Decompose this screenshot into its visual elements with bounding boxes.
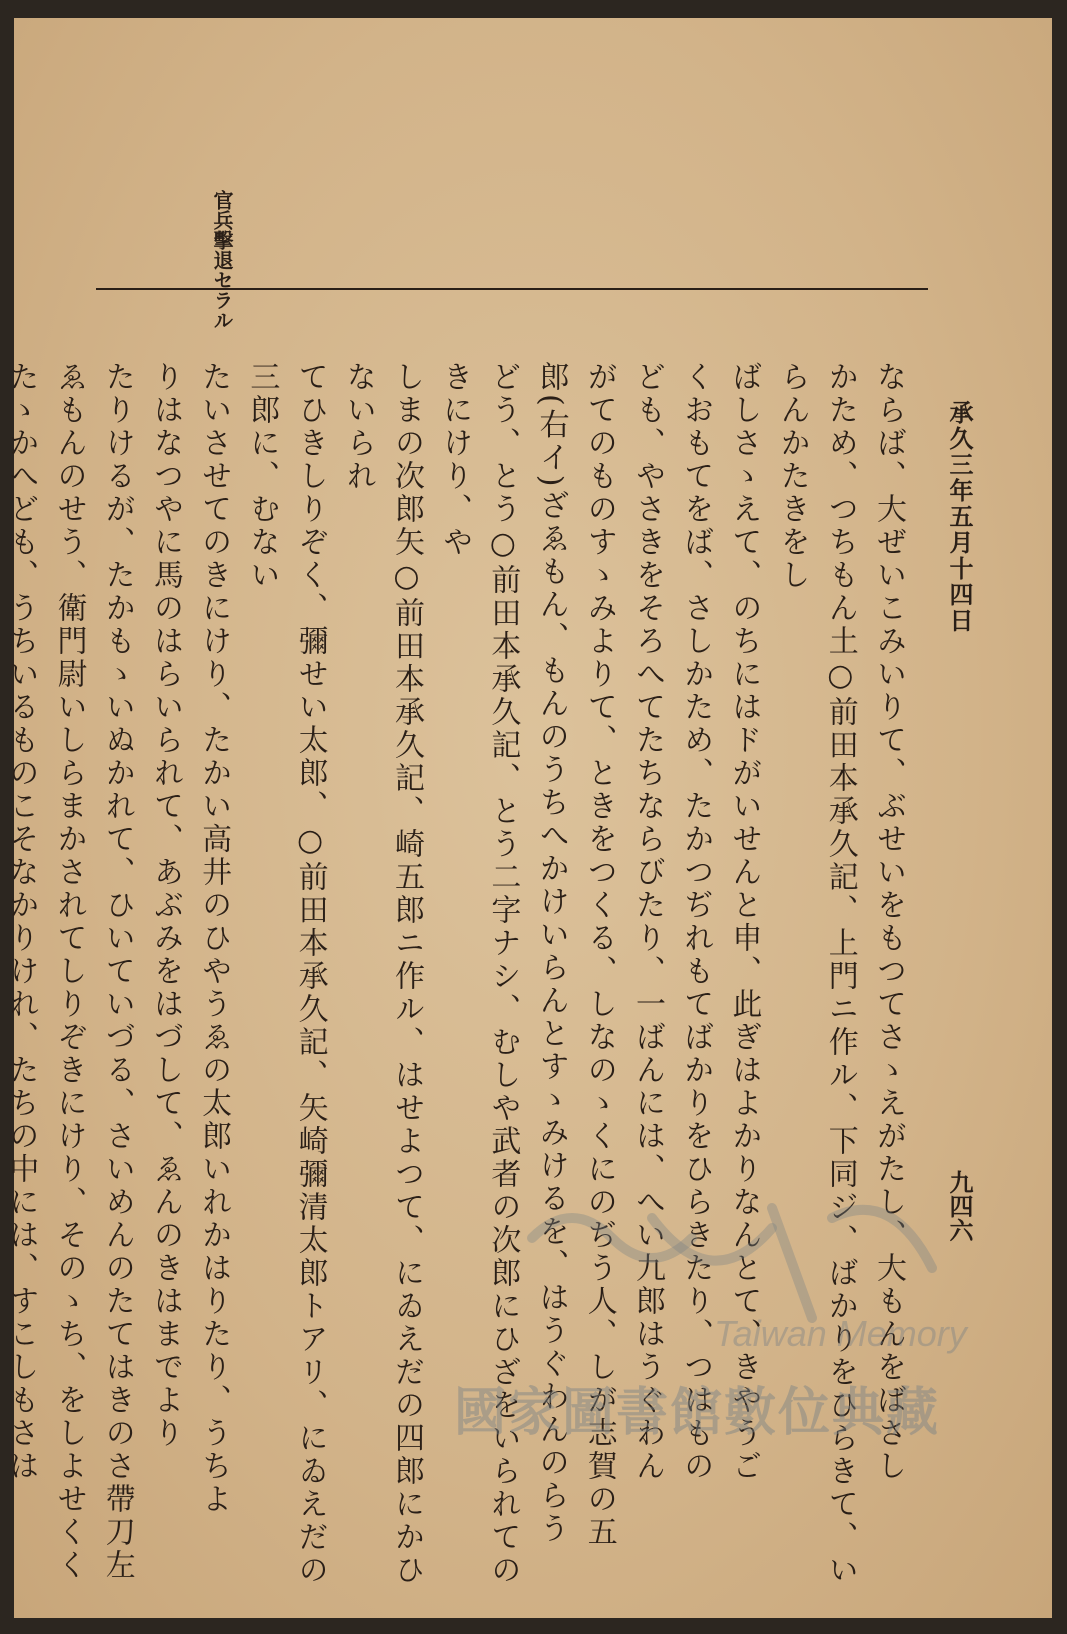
header-rule [96, 288, 928, 290]
text-column: ばしさゝえて、のちにはドがいせんと申、此ぎはよかりなんとて、きやうご [726, 361, 762, 1483]
watermark-english: Taiwan Memory [714, 1313, 967, 1354]
text-column: ゑもんのせう、衛門尉いしらまかされてしりぞきにけり、そのゝち、をしよせくく [51, 361, 87, 1582]
document-page [3, 18, 1052, 1618]
page-number: 九四六 [945, 1170, 974, 1242]
text-column: ならば、大ぜいこみいりて、ぶせいをもつてさゝえがたし、大もんをばさし [871, 361, 906, 1483]
text-column: かため、つちもん土○前田本承久記、上門ニ作ル、下同ジ、ばかりをひらきて、いらんかたきをし [774, 361, 858, 1587]
text-column: たりけるが、たかもゝいぬかれて、ひいていづる、さいめんのたてはきのさ帶刀左 [99, 361, 135, 1582]
watermark-institution: 國家圖書館數位典藏 [454, 1383, 941, 1443]
text-column: たいさせてのきにけり、たかい高井のひやうゑの太郎いれかはりたり、うちよ [196, 361, 232, 1516]
text-column: てひきしりぞく、彌せい太郎、○前田本承久記、矢崎彌清太郎トアリ、にゐえだの三郎に、むない [244, 361, 328, 1587]
text-column: しまの次郎矢○前田本承久記、崎五郎ニ作ル、はせよつて、にゐえだの四郎にかひないられ [340, 361, 424, 1587]
text-column: どう、とう○前田本承久記、とう二字ナシ、むしや武者の次郎にひざをいられてのきにけり、や [437, 361, 521, 1587]
text-column: りはなつやに馬のはらいられて、あぶみをはづして、ゑんのきはまでより [147, 361, 183, 1450]
text-column: ども、やさきをそろへてたちならびたり、一ばんには、へい九郎はうぐわん [629, 361, 665, 1483]
text-column: がてのものすゝみよりて、ときをつくる、しなのゝくにのぢう人、しが志賀の五 [581, 361, 617, 1549]
margin-note: 官兵擊退セラル [210, 190, 234, 330]
text-column: たゝかへども、うちいるものこそなかりけれ、たちの中には、すこしもさは [3, 361, 39, 1483]
text-column: くおもてをば、さしかため、たかつぢれもてばかりをひらきたり、つはもの [678, 361, 714, 1483]
text-column: 郎(右イ)ざゑもん、もんのうちへかけいらんとすゝみけるを、はうぐわんのらう [533, 361, 569, 1546]
running-head: 承久三年五月十四日 [945, 400, 974, 634]
